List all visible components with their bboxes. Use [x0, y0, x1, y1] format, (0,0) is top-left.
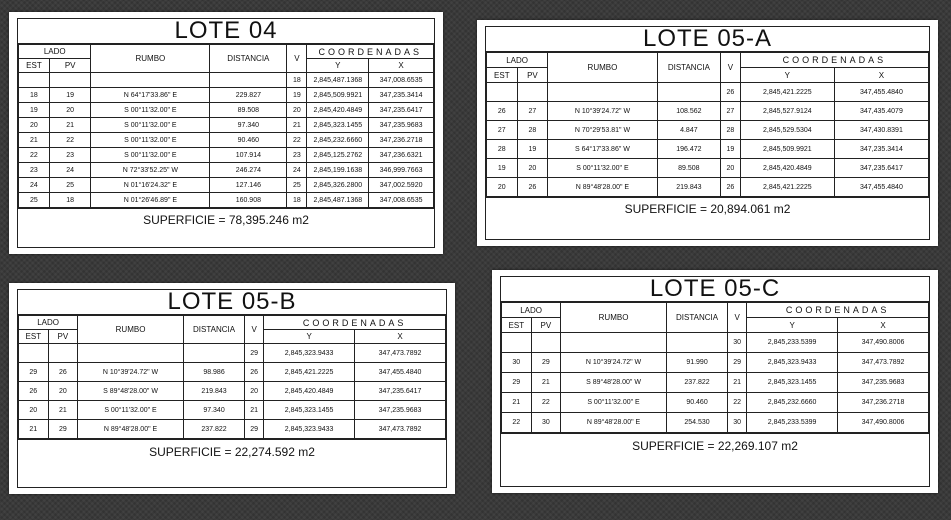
v-cell: 19 [721, 140, 741, 159]
pv-cell: 21 [531, 373, 561, 393]
rumbo-cell: S 00°11'32.00" E [561, 393, 667, 413]
distancia-cell: 89.508 [210, 103, 287, 118]
distancia-cell: 237.822 [666, 373, 727, 393]
lote-title: LOTE 05-A [486, 27, 929, 52]
lado-header: LADO [487, 53, 548, 68]
y-cell: 2,845,421.2225 [264, 363, 355, 382]
table-row [487, 178, 929, 197]
superficie-label: SUPERFICIE = 22,269.107 m2 [501, 433, 929, 458]
pv-cell: 22 [49, 133, 91, 148]
rumbo-cell: N 89°48'28.00" E [548, 178, 657, 197]
x-cell: 347,430.8391 [834, 121, 928, 140]
lote-title: LOTE 05-B [18, 290, 446, 315]
table-row [19, 163, 434, 178]
distancia-header: DISTANCIA [657, 53, 720, 83]
distancia-cell: 219.843 [657, 178, 720, 197]
distancia-cell: 4.847 [657, 121, 720, 140]
pv-cell: 26 [517, 178, 548, 197]
pv-cell: 22 [531, 393, 561, 413]
coordenadas-header: COORDENADAS [307, 45, 434, 59]
table-row [19, 363, 446, 382]
rumbo-cell: N 10°39'24.72" W [548, 102, 657, 121]
table-row [502, 393, 929, 413]
x-cell: 347,455.4840 [834, 178, 928, 197]
v-cell: 18 [287, 73, 307, 88]
v-header: V [728, 303, 747, 333]
est-cell: 30 [502, 353, 532, 373]
x-cell: 347,235.3414 [834, 140, 928, 159]
empty-cell [548, 83, 657, 102]
est-header: EST [19, 59, 50, 73]
empty-cell [49, 73, 91, 88]
rumbo-cell: S 89°48'28.00" W [78, 382, 184, 401]
x-cell: 347,235.9683 [369, 118, 434, 133]
table-row [502, 353, 929, 373]
distancia-cell: 97.340 [210, 118, 287, 133]
empty-cell [210, 73, 287, 88]
x-cell: 347,455.4840 [355, 363, 446, 382]
rumbo-cell: S 64°17'33.86" W [548, 140, 657, 159]
pv-cell: 27 [517, 102, 548, 121]
table-row [487, 140, 929, 159]
table-row [19, 420, 446, 439]
x-cell: 347,236.2718 [369, 133, 434, 148]
pv-cell: 23 [49, 148, 91, 163]
coordinates-table [18, 44, 434, 208]
distancia-cell: 237.822 [183, 420, 244, 439]
v-cell: 28 [721, 121, 741, 140]
est-cell: 28 [487, 140, 518, 159]
empty-cell [183, 344, 244, 363]
rumbo-cell: N 89°48'28.00" E [78, 420, 184, 439]
table-row [19, 118, 434, 133]
rumbo-cell: S 89°48'28.00" W [561, 373, 667, 393]
rumbo-cell: N 01°26'46.89" E [91, 193, 210, 208]
distancia-header: DISTANCIA [210, 45, 287, 73]
coordenadas-header: COORDENADAS [740, 53, 928, 68]
y-cell: 2,845,326.2800 [307, 178, 369, 193]
x-header: X [834, 68, 928, 83]
distancia-cell: 97.340 [183, 401, 244, 420]
v-cell: 29 [728, 353, 747, 373]
y-cell: 2,845,529.5304 [740, 121, 834, 140]
pv-cell: 25 [49, 178, 91, 193]
y-cell: 2,845,232.6660 [307, 133, 369, 148]
v-cell: 21 [287, 118, 307, 133]
y-cell: 2,845,323.9433 [747, 353, 838, 373]
table-row [502, 413, 929, 433]
rumbo-header: RUMBO [548, 53, 657, 83]
rumbo-cell: N 01°16'24.32" E [91, 178, 210, 193]
table-row [19, 344, 446, 363]
est-cell: 24 [19, 178, 50, 193]
y-header: Y [264, 330, 355, 344]
pv-cell: 20 [49, 103, 91, 118]
y-cell: 2,845,233.5399 [747, 413, 838, 433]
empty-cell [517, 83, 548, 102]
empty-cell [91, 73, 210, 88]
distancia-header: DISTANCIA [666, 303, 727, 333]
rumbo-header: RUMBO [561, 303, 667, 333]
empty-cell [19, 344, 49, 363]
distancia-header: DISTANCIA [183, 316, 244, 344]
empty-cell [657, 83, 720, 102]
v-cell: 26 [245, 363, 264, 382]
y-cell: 2,845,323.1455 [264, 401, 355, 420]
rumbo-cell: S 00°11'32.00" E [91, 103, 210, 118]
coordinates-table [18, 315, 446, 439]
header-row [19, 316, 446, 330]
x-cell: 347,473.7892 [355, 344, 446, 363]
est-cell: 27 [487, 121, 518, 140]
y-cell: 2,845,527.9124 [740, 102, 834, 121]
x-cell: 347,473.7892 [355, 420, 446, 439]
pv-cell: 29 [48, 420, 78, 439]
empty-cell [487, 83, 518, 102]
pv-cell: 19 [517, 140, 548, 159]
v-cell: 30 [728, 333, 747, 353]
y-header: Y [747, 318, 838, 333]
table-row [19, 88, 434, 103]
v-cell: 23 [287, 148, 307, 163]
y-cell: 2,845,420.4849 [740, 159, 834, 178]
distancia-cell: 91.990 [666, 353, 727, 373]
y-cell: 2,845,509.9921 [740, 140, 834, 159]
y-cell: 2,845,323.9433 [264, 420, 355, 439]
y-cell: 2,845,421.2225 [740, 178, 834, 197]
est-cell: 29 [502, 373, 532, 393]
table-row [19, 103, 434, 118]
v-cell: 25 [287, 178, 307, 193]
distancia-cell: 254.530 [666, 413, 727, 433]
pv-cell: 19 [49, 88, 91, 103]
table-row [487, 102, 929, 121]
x-header: X [355, 330, 446, 344]
v-header: V [721, 53, 741, 83]
y-cell: 2,845,421.2225 [740, 83, 834, 102]
table-row [19, 401, 446, 420]
x-cell: 347,235.6417 [834, 159, 928, 178]
pv-cell: 24 [49, 163, 91, 178]
v-cell: 27 [721, 102, 741, 121]
distancia-cell: 108.562 [657, 102, 720, 121]
distancia-cell: 90.460 [210, 133, 287, 148]
pv-cell: 18 [49, 193, 91, 208]
distancia-cell: 219.843 [183, 382, 244, 401]
table-row [487, 121, 929, 140]
x-cell: 347,235.9683 [355, 401, 446, 420]
distancia-cell: 107.914 [210, 148, 287, 163]
table-row [487, 83, 929, 102]
est-cell: 22 [502, 413, 532, 433]
rumbo-cell: S 00°11'32.00" E [548, 159, 657, 178]
lado-header: LADO [19, 316, 78, 330]
x-cell: 346,999.7663 [369, 163, 434, 178]
y-cell: 2,845,487.1368 [307, 73, 369, 88]
est-cell: 20 [487, 178, 518, 197]
v-cell: 22 [287, 133, 307, 148]
y-cell: 2,845,233.5399 [747, 333, 838, 353]
pv-cell: 28 [517, 121, 548, 140]
y-cell: 2,845,487.1368 [307, 193, 369, 208]
x-cell: 347,235.9683 [838, 373, 929, 393]
table-row [19, 73, 434, 88]
lote-05c-card [492, 270, 938, 493]
est-cell: 20 [19, 118, 50, 133]
x-cell: 347,455.4840 [834, 83, 928, 102]
lado-header: LADO [19, 45, 91, 59]
pv-cell: 20 [48, 382, 78, 401]
v-cell: 20 [721, 159, 741, 178]
y-cell: 2,845,420.4849 [264, 382, 355, 401]
x-cell: 347,235.6417 [369, 103, 434, 118]
table-row [19, 382, 446, 401]
rumbo-cell: N 70°29'53.81" W [548, 121, 657, 140]
lote-title: LOTE 04 [18, 19, 434, 44]
est-header: EST [487, 68, 518, 83]
pv-cell: 21 [48, 401, 78, 420]
est-header: EST [19, 330, 49, 344]
rumbo-cell: N 10°39'24.72" W [561, 353, 667, 373]
y-header: Y [307, 59, 369, 73]
coordinates-table [486, 52, 929, 197]
x-cell: 347,008.6535 [369, 193, 434, 208]
header-row [487, 53, 929, 68]
pv-header: PV [517, 68, 548, 83]
superficie-label: SUPERFICIE = 20,894.061 m2 [486, 197, 929, 220]
distancia-cell: 246.274 [210, 163, 287, 178]
v-cell: 26 [721, 178, 741, 197]
pv-cell: 29 [531, 353, 561, 373]
y-cell: 2,845,420.4849 [307, 103, 369, 118]
distancia-cell: 98.986 [183, 363, 244, 382]
lote-title: LOTE 05-C [501, 277, 929, 302]
lote-05a-card [477, 20, 938, 246]
x-cell: 347,002.5920 [369, 178, 434, 193]
coordinates-table [501, 302, 929, 433]
rumbo-cell: N 72°33'52.25" W [91, 163, 210, 178]
est-cell: 21 [19, 133, 50, 148]
lote-04-card [9, 12, 443, 254]
y-cell: 2,845,509.9921 [307, 88, 369, 103]
x-cell: 347,490.8006 [838, 413, 929, 433]
x-cell: 347,235.3414 [369, 88, 434, 103]
rumbo-cell: N 89°48'28.00" E [561, 413, 667, 433]
table-row [19, 178, 434, 193]
y-cell: 2,845,199.1638 [307, 163, 369, 178]
distancia-cell: 160.908 [210, 193, 287, 208]
table-row [19, 133, 434, 148]
v-cell: 24 [287, 163, 307, 178]
empty-cell [561, 333, 667, 353]
superficie-label: SUPERFICIE = 78,395.246 m2 [18, 208, 434, 231]
rumbo-cell: S 00°11'32.00" E [91, 148, 210, 163]
y-cell: 2,845,323.1455 [307, 118, 369, 133]
est-cell: 26 [19, 382, 49, 401]
rumbo-cell: S 00°11'32.00" E [91, 133, 210, 148]
rumbo-header: RUMBO [91, 45, 210, 73]
x-cell: 347,236.2718 [838, 393, 929, 413]
v-cell: 18 [287, 193, 307, 208]
table-frame [17, 18, 435, 248]
y-cell: 2,845,125.2762 [307, 148, 369, 163]
distancia-cell: 90.460 [666, 393, 727, 413]
table-row [19, 193, 434, 208]
y-header: Y [740, 68, 834, 83]
v-cell: 20 [245, 382, 264, 401]
table-row [502, 373, 929, 393]
est-cell: 19 [487, 159, 518, 178]
v-cell: 29 [245, 420, 264, 439]
empty-cell [78, 344, 184, 363]
est-cell: 21 [502, 393, 532, 413]
lado-header: LADO [502, 303, 561, 318]
v-cell: 19 [287, 88, 307, 103]
distancia-cell: 229.827 [210, 88, 287, 103]
est-cell: 26 [487, 102, 518, 121]
table-frame [485, 26, 930, 240]
est-cell: 18 [19, 88, 50, 103]
v-header: V [245, 316, 264, 344]
rumbo-cell: N 10°39'24.72" W [78, 363, 184, 382]
superficie-label: SUPERFICIE = 22,274.592 m2 [18, 439, 446, 464]
pv-cell: 20 [517, 159, 548, 178]
x-cell: 347,236.6321 [369, 148, 434, 163]
pv-header: PV [48, 330, 78, 344]
empty-cell [531, 333, 561, 353]
distancia-cell: 127.146 [210, 178, 287, 193]
coordenadas-header: COORDENADAS [264, 316, 446, 330]
y-cell: 2,845,323.1455 [747, 373, 838, 393]
v-header: V [287, 45, 307, 73]
v-cell: 22 [728, 393, 747, 413]
y-cell: 2,845,323.9433 [264, 344, 355, 363]
v-cell: 26 [721, 83, 741, 102]
distancia-cell: 196.472 [657, 140, 720, 159]
est-cell: 29 [19, 363, 49, 382]
x-cell: 347,008.6535 [369, 73, 434, 88]
est-cell: 23 [19, 163, 50, 178]
empty-cell [19, 73, 50, 88]
distancia-cell: 89.508 [657, 159, 720, 178]
x-header: X [838, 318, 929, 333]
rumbo-cell: S 00°11'32.00" E [78, 401, 184, 420]
header-row [502, 303, 929, 318]
est-cell: 21 [19, 420, 49, 439]
x-cell: 347,435.4079 [834, 102, 928, 121]
est-cell: 25 [19, 193, 50, 208]
rumbo-cell: N 64°17'33.86" E [91, 88, 210, 103]
table-row [19, 148, 434, 163]
pv-cell: 21 [49, 118, 91, 133]
x-cell: 347,490.8006 [838, 333, 929, 353]
est-cell: 22 [19, 148, 50, 163]
empty-cell [502, 333, 532, 353]
est-cell: 19 [19, 103, 50, 118]
coordenadas-header: COORDENADAS [747, 303, 929, 318]
pv-cell: 26 [48, 363, 78, 382]
pv-cell: 30 [531, 413, 561, 433]
lote-05b-card [9, 283, 455, 494]
empty-cell [48, 344, 78, 363]
empty-cell [666, 333, 727, 353]
rumbo-header: RUMBO [78, 316, 184, 344]
x-header: X [369, 59, 434, 73]
header-row [19, 45, 434, 59]
x-cell: 347,235.6417 [355, 382, 446, 401]
table-frame [500, 276, 930, 487]
table-row [487, 159, 929, 178]
v-cell: 30 [728, 413, 747, 433]
y-cell: 2,845,232.6660 [747, 393, 838, 413]
est-cell: 20 [19, 401, 49, 420]
pv-header: PV [531, 318, 561, 333]
pv-header: PV [49, 59, 91, 73]
v-cell: 29 [245, 344, 264, 363]
v-cell: 21 [728, 373, 747, 393]
x-cell: 347,473.7892 [838, 353, 929, 373]
rumbo-cell: S 00°11'32.00" E [91, 118, 210, 133]
v-cell: 21 [245, 401, 264, 420]
table-row [502, 333, 929, 353]
table-frame [17, 289, 447, 488]
v-cell: 20 [287, 103, 307, 118]
est-header: EST [502, 318, 532, 333]
